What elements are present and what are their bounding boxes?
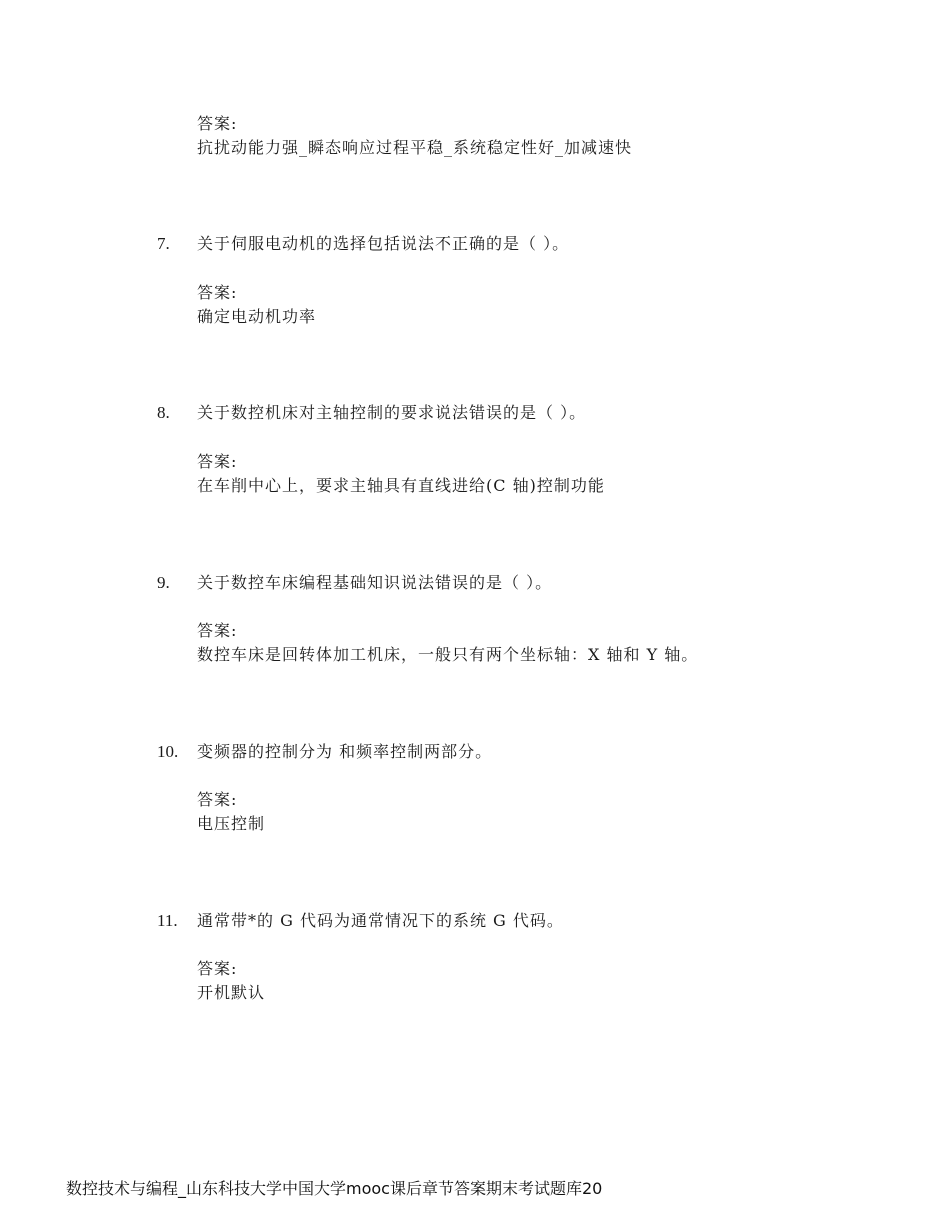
- answer-text: 开机默认: [197, 983, 266, 1002]
- answer-label: 答案:: [197, 959, 238, 978]
- answer-label: 答案:: [197, 114, 238, 133]
- question-text: 通常带*的 G 代码为通常情况下的系统 G 代码。: [197, 911, 564, 930]
- answer-text: 在车削中心上，要求主轴具有直线进给(C 轴)控制功能: [197, 476, 605, 495]
- page-footer: 数控技术与编程_山东科技大学中国大学mooc课后章节答案期末考试题库20: [66, 1179, 603, 1198]
- question-9: [157, 570, 917, 664]
- answer-label: 答案:: [197, 283, 238, 302]
- answer-label: 答案:: [197, 621, 238, 640]
- answer-text: 数控车床是回转体加工机床，一般只有两个坐标轴：X 轴和 Y 轴。: [197, 645, 699, 664]
- question-11: [157, 908, 917, 1002]
- question-text: 变频器的控制分为 和频率控制两部分。: [197, 742, 493, 761]
- question-text: 关于数控机床对主轴控制的要求说法错误的是（ ）。: [197, 403, 587, 422]
- answer-label: 答案:: [197, 452, 238, 471]
- question-number: 10.: [157, 742, 179, 761]
- answer-text: 抗扰动能力强_瞬态响应过程平稳_系统稳定性好_加减速快: [197, 138, 633, 157]
- answer-label: 答案:: [197, 790, 238, 809]
- question-number: 9.: [157, 573, 170, 592]
- question-text: 关于伺服电动机的选择包括说法不正确的是（ ）。: [197, 234, 570, 253]
- answer-text: 确定电动机功率: [197, 307, 317, 326]
- question-10: [157, 739, 917, 833]
- question-8: [157, 400, 917, 495]
- question-number: 8.: [157, 403, 170, 422]
- question-7: [157, 231, 917, 326]
- answer-text: 电压控制: [197, 814, 266, 833]
- question-text: 关于数控车床编程基础知识说法错误的是（ ）。: [197, 573, 553, 592]
- question-number: 11.: [157, 911, 178, 930]
- question-number: 7.: [157, 234, 170, 253]
